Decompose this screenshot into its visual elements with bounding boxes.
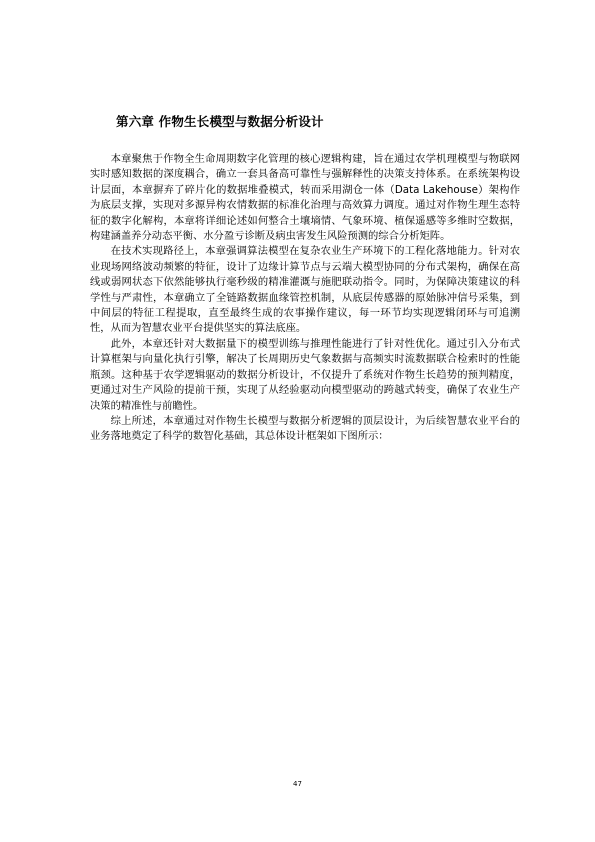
paragraph-summary: 综上所述，本章通过对作物生长模型与数据分析逻辑的顶层设计，为后续智慧农业平台的业务落地奠定了科学的数智化基础，其总体设计框架如下图所示： [90,414,520,443]
paragraph-intro: 本章聚焦于作物全生命周期数字化管理的核心逻辑构建，旨在通过农学机理模型与物联网实时感知数据的深度耦合，确立一套具备高可靠性与强解释性的决策支持体系。在系统架构设计层面，本章摒弃了碎片化的数据堆叠模式，转而采用湖仓一体（Data Lakehouse）架构作为底层支撑，实现对多源异构农情数据的标准化治理与高效算力调度。通过对作物生理生态特征的数字化解构，本章将详细论述如何整合土壤墒情、气象环境、植保遥感等多维时空数据，构建涵盖养分动态平衡、水分盈亏诊断及病虫害发生风险预测的综合分析矩阵。 [90,153,520,243]
page-number: 47 [293,780,302,788]
body-text [90,152,520,445]
chapter-title: 第六章 作物生长模型与数据分析设计 [116,114,324,129]
paragraph-optimization: 此外，本章还针对大数据量下的模型训练与推理性能进行了针对性优化。通过引入分布式计算框架与向量化执行引擎，解决了长周期历史气象数据与高频实时流数据联合检索时的性能瓶颈。这种基于农学逻辑驱动的数据分析设计，不仅提升了系统对作物生长趋势的预判精度，更通过对生产风险的提前干预，实现了从经验驱动向模型驱动的跨越式转变，确保了农业生产决策的精准性与前瞻性。 [90,337,520,412]
paragraph-technical-path: 在技术实现路径上，本章强调算法模型在复杂农业生产环境下的工程化落地能力。针对农业现场网络波动频繁的特征，设计了边缘计算节点与云端大模型协同的分布式架构，确保在高线或弱网状态下依然能够执行毫秒级的精准灌溉与施肥联动指令。同时，为保障决策建议的科学性与严肃性，本章确立了全链路数据血缘管控机制，从底层传感器的原始脉冲信号采集，到中间层的特征工程提取，直至最终生成的农事操作建议，每一环节均实现逻辑闭环与可追溯性，从而为智慧农业平台提供坚实的算法底座。 [90,245,520,335]
